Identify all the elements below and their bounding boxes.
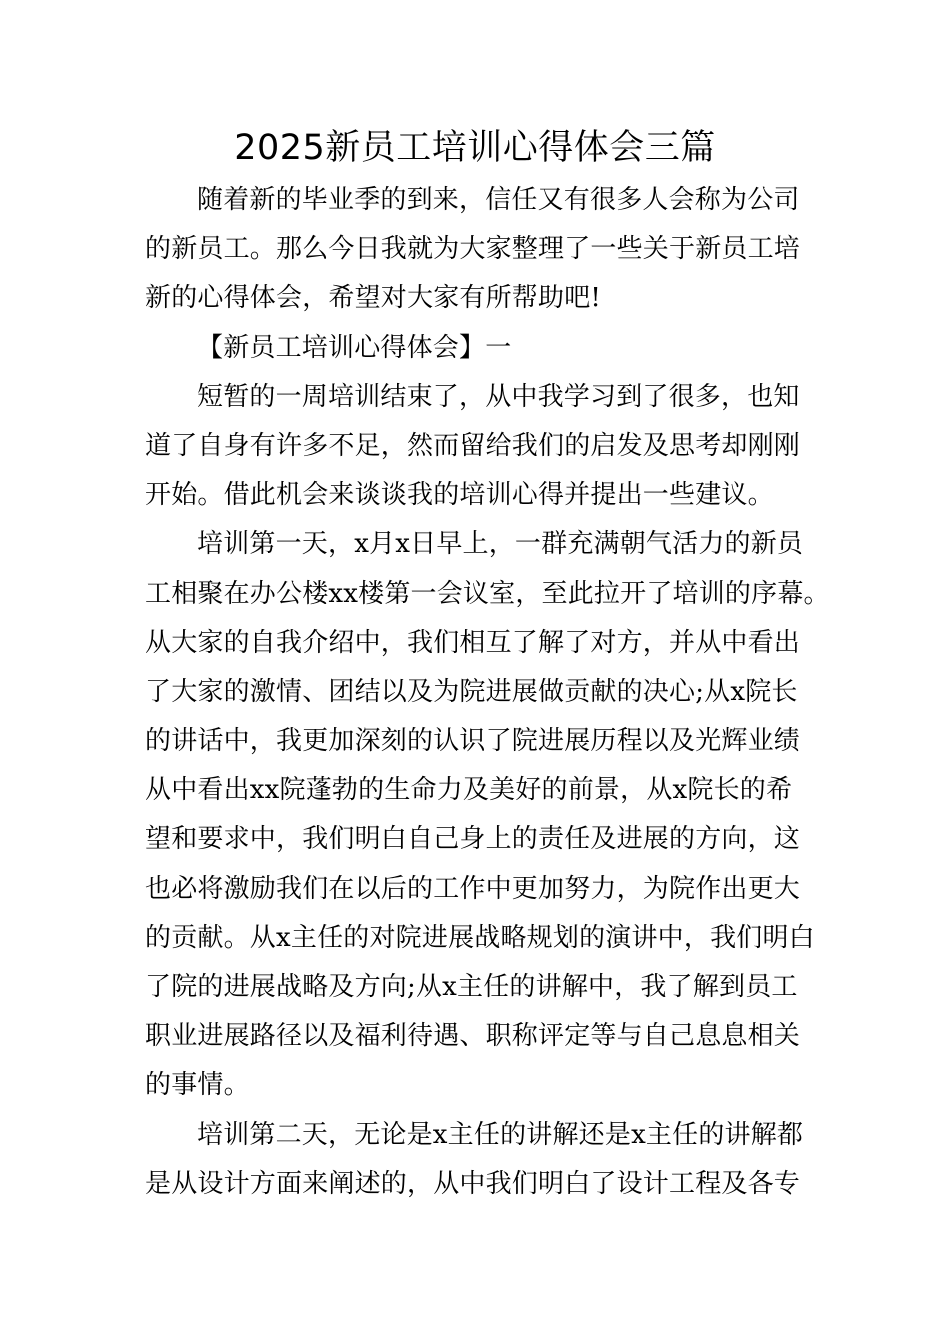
paragraph-line: 望和要求中，我们明白自己身上的责任及进展的方向，这 [145, 824, 801, 855]
paragraph-line: 了院的进展战略及方向;从x主任的讲解中，我了解到员工 [145, 972, 798, 1002]
paragraph-line: 短暂的一周培训结束了，从中我学习到了很多，也知 [197, 381, 800, 412]
paragraph-line: 了大家的激情、团结以及为院进展做贡献的决心;从x院长 [145, 676, 798, 707]
paragraph-line: 从大家的自我介绍中，我们相互了解了对方，并从中看出 [145, 627, 801, 658]
document-body [145, 176, 830, 1209]
paragraph-line: 的新员工。那么今日我就为大家整理了一些关于新员工培 [145, 234, 801, 265]
paragraph-line: 开始。借此机会来谈谈我的培训心得并提出一些建议。 [145, 480, 774, 511]
paragraph-line: 也必将激励我们在以后的工作中更加努力，为院作出更大 [145, 873, 801, 904]
paragraph-line: 从中看出xx院蓬勃的生命力及美好的前景，从x院长的希 [145, 775, 793, 806]
paragraph-line: 道了自身有许多不足，然而留给我们的启发及思考却刚刚 [145, 430, 801, 461]
paragraph-line: 随着新的毕业季的到来，信任又有很多人会称为公司 [197, 185, 800, 215]
paragraph-line: 职业进展路径以及福利待遇、职称评定等与自己息息相关 [145, 1021, 801, 1052]
paragraph-line: 的贡献。从x主任的对院进展战略规划的演讲中，我们明白 [145, 922, 815, 953]
paragraph-line: 工相聚在办公楼xx楼第一会议室，至此拉开了培训的序幕。 [145, 578, 830, 609]
document-title: 2025新员工培训心得体会三篇 [234, 128, 716, 168]
paragraph-line: 培训第二天，无论是x主任的讲解还是x主任的讲解都 [197, 1119, 804, 1150]
paragraph-line: 的事情。 [145, 1070, 250, 1101]
paragraph-line: 的讲话中，我更加深刻的认识了院进展历程以及光辉业绩 [145, 726, 801, 757]
section-heading: 【新员工培训心得体会】一 [197, 332, 512, 363]
paragraph-line: 是从设计方面来阐述的，从中我们明白了设计工程及各专 [145, 1168, 801, 1199]
paragraph-line: 培训第一天，x月x日早上，一群充满朝气活力的新员 [197, 529, 804, 560]
paragraph-line: 新的心得体会，希望对大家有所帮助吧! [145, 283, 602, 314]
